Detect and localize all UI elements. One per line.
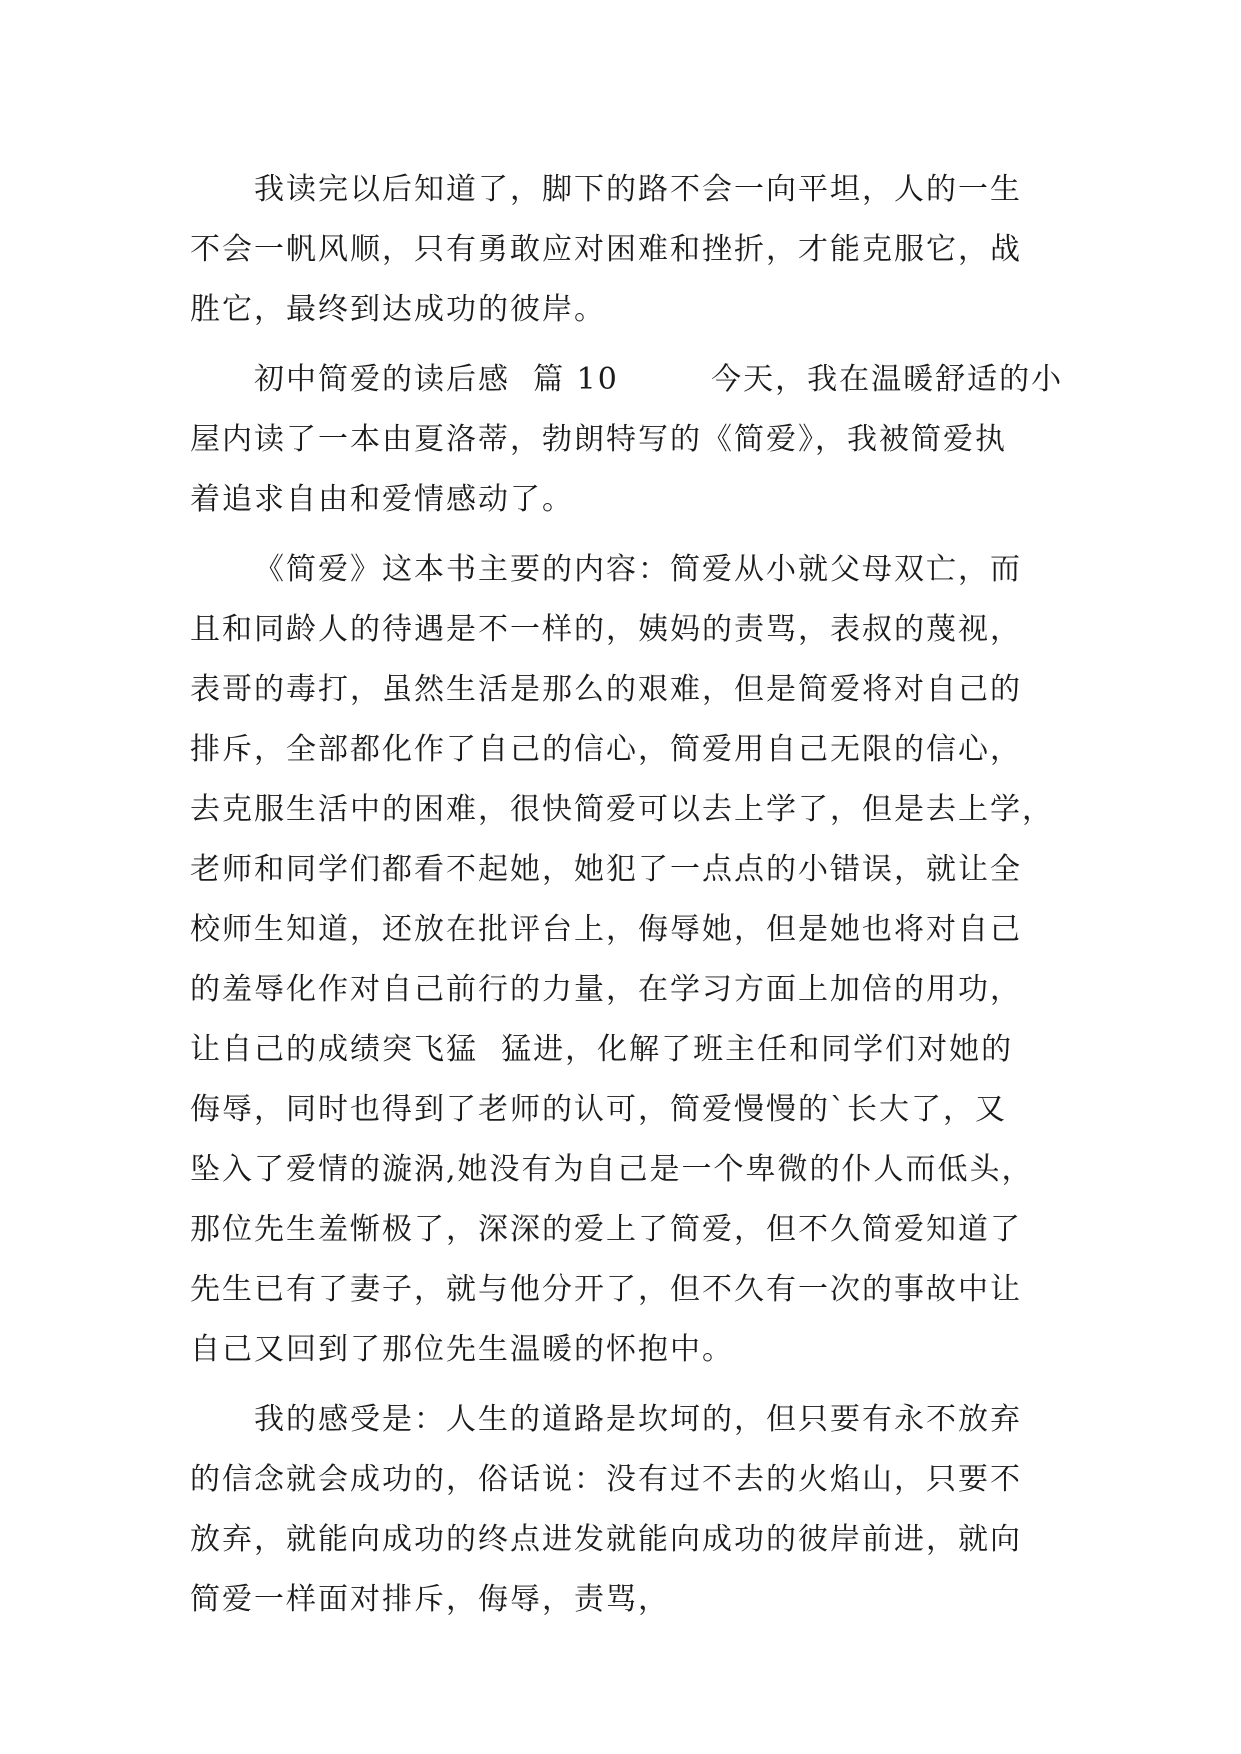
text-line: 简爱一样面对排斥，侮辱，责骂，	[190, 1582, 670, 1617]
text-line: 《简爱》这本书主要的内容：简爱从小就父母双亡，而	[254, 552, 1022, 587]
paragraph-1	[190, 160, 1050, 340]
text-line: 让自己的成绩突飞猛 猛进，化解了班主任和同学们对她的	[190, 1032, 1014, 1067]
text-line: 不会一帆风顺，只有勇敢应对困难和挫折，才能克服它，战	[190, 232, 1022, 267]
document-body	[190, 160, 1064, 1640]
text-line: 侮辱，同时也得到了老师的认可，简爱慢慢的`长大了，又	[190, 1092, 1007, 1127]
text-line: 自己又回到了那位先生温暖的怀抱中。	[190, 1332, 734, 1367]
text-line: 着追求自由和爱情感动了。	[190, 482, 574, 517]
text-line: 放弃，就能向成功的终点进发就能向成功的彼岸前进，就向	[190, 1522, 1022, 1557]
text-line: 的羞辱化作对自己前行的力量，在学习方面上加倍的用功，	[190, 972, 1022, 1007]
text-line: 的信念就会成功的，俗话说：没有过不去的火焰山，只要不	[190, 1462, 1022, 1497]
text-line: 校师生知道，还放在批评台上，侮辱她，但是她也将对自己	[190, 912, 1022, 947]
text-line: 那位先生羞惭极了，深深的爱上了简爱，但不久简爱知道了	[190, 1212, 1022, 1247]
text-line: 坠入了爱情的漩涡,她没有为自己是一个卑微的仆人而低头，	[190, 1152, 1034, 1187]
paragraph-3	[190, 540, 1054, 1380]
paragraph-4	[190, 1390, 1050, 1630]
text-line: 表哥的毒打，虽然生活是那么的艰难，但是简爱将对自己的	[190, 672, 1022, 707]
text-line: 胜它，最终到达成功的彼岸。	[190, 292, 606, 327]
text-line: 屋内读了一本由夏洛蒂，勃朗特写的《简爱》，我被简爱执	[190, 422, 1007, 457]
paragraph-2	[190, 350, 1064, 530]
text-line: 我读完以后知道了，脚下的路不会一向平坦，人的一生	[254, 172, 1022, 207]
text-line: 排斥，全部都化作了自己的信心，简爱用自己无限的信心，	[190, 732, 1022, 767]
text-line: 我的感受是：人生的道路是坎坷的，但只要有永不放弃	[254, 1402, 1022, 1437]
text-line: 先生已有了妻子，就与他分开了，但不久有一次的事故中让	[190, 1272, 1022, 1307]
text-line: 老师和同学们都看不起她，她犯了一点点的小错误，就让全	[190, 852, 1022, 887]
text-line: 去克服生活中的困难，很快简爱可以去上学了，但是去上学，	[190, 792, 1054, 827]
text-line: 初中简爱的读后感 篇 10 今天，我在温暖舒适的小	[254, 362, 1064, 397]
text-line: 且和同龄人的待遇是不一样的，姨妈的责骂，表叔的蔑视，	[190, 612, 1022, 647]
